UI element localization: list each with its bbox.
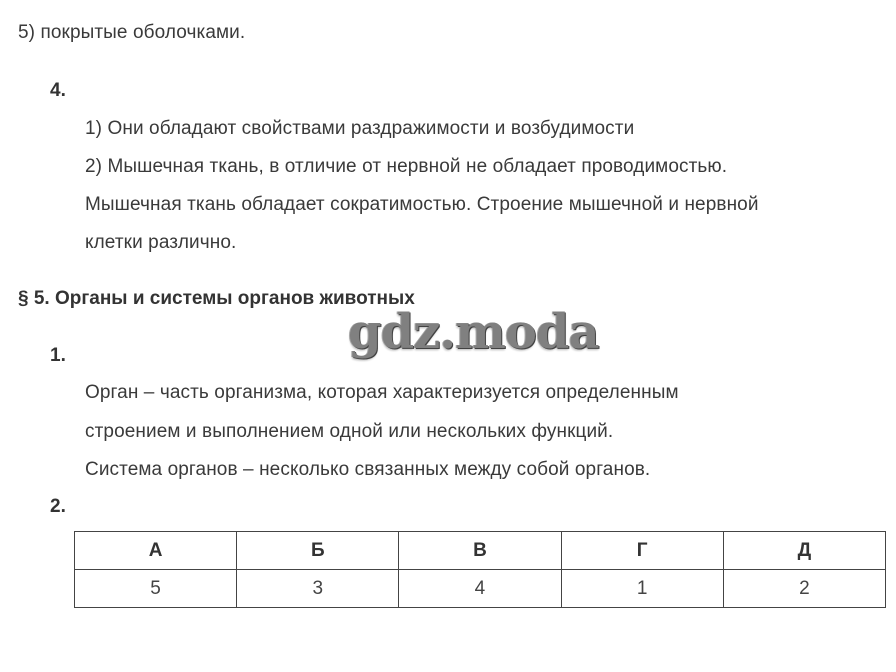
table-header-row (75, 532, 886, 570)
answer-line-5: 5) покрытые оболочками. (18, 22, 246, 43)
table-header-cell: Д (723, 532, 885, 570)
table-header-cell: Г (561, 532, 723, 570)
table-row (75, 570, 886, 608)
table-cell: 3 (237, 570, 399, 608)
table-cell: 1 (561, 570, 723, 608)
question-number-1: 1. (50, 345, 66, 366)
q1-answer-line-3: Система органов – несколько связанных между собой органов. (85, 459, 651, 480)
q1-answer-line-2: строением и выполнением одной или нескольких функций. (85, 421, 614, 442)
table-cell: 5 (75, 570, 237, 608)
section-title: § 5. Органы и системы органов животных (18, 288, 415, 309)
table-cell: 4 (399, 570, 561, 608)
q4-answer-line-3: Мышечная ткань обладает сократимостью. Строение мышечной и нервной (85, 194, 759, 215)
watermark-logo: gdz.moda (348, 304, 599, 360)
question-number-2: 2. (50, 496, 66, 517)
answer-table (74, 531, 886, 608)
table-header-cell: А (75, 532, 237, 570)
table-header-cell: В (399, 532, 561, 570)
question-number-4: 4. (50, 80, 66, 101)
q4-answer-line-2: 2) Мышечная ткань, в отличие от нервной не обладает проводимостью. (85, 156, 728, 177)
table-header-cell: Б (237, 532, 399, 570)
table-cell: 2 (723, 570, 885, 608)
q1-answer-line-1: Орган – часть организма, которая характеризуется определенным (85, 382, 679, 403)
q4-answer-line-1: 1) Они обладают свойствами раздражимости и возбудимости (85, 118, 635, 139)
q4-answer-line-4: клетки различно. (85, 232, 237, 253)
